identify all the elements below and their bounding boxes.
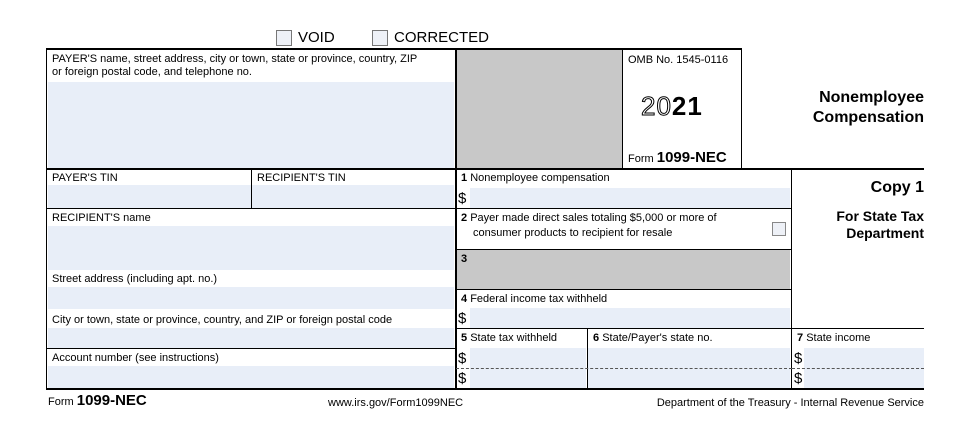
payer-name-field[interactable] [48,82,454,168]
box2-label [461,212,717,225]
rule [456,249,792,250]
dashed-separator [456,368,792,369]
form-name: 1099-NEC [656,149,727,166]
box6-number: 6 [593,332,600,344]
omb-number: OMB No. 1545-0116 [628,54,729,66]
recipient-tin-field[interactable] [252,185,454,208]
box4-text: Federal income tax withheld [470,293,608,305]
box4-label [461,293,607,306]
rule [456,289,792,290]
void-label: VOID [298,29,335,46]
box2-checkbox[interactable] [772,222,786,236]
street-address-field[interactable] [48,287,454,309]
dashed-separator [792,368,924,369]
footer-form-id [48,392,147,411]
rule [791,168,792,389]
footer-department: Department of the Treasury - Internal Revenue Service [656,397,924,409]
corrected-checkbox[interactable] [372,30,388,46]
box4-dollar: $ [458,310,467,327]
box5-dollar-2: $ [458,370,467,387]
box6-label [593,332,713,345]
form-word: Form [628,153,654,165]
box1-label [461,172,610,185]
box5-dollar-1: $ [458,350,467,367]
box5-label [461,332,557,345]
box6-text: State/Payer's state no. [602,332,713,344]
tax-year-outline: 20 [641,91,672,121]
city-state-label: City or town, state or province, country, and ZIP or foreign postal code [52,314,393,326]
street-address-label: Street address (including apt. no.) [52,273,218,285]
rule [455,48,457,389]
rule [46,48,47,389]
rule [46,208,792,209]
form-id-top [628,150,727,167]
box1-text: Nonemployee compensation [470,172,610,184]
copy-label: Copy 1 [870,179,924,196]
city-state-field[interactable] [48,328,454,348]
box4-field[interactable] [470,308,790,328]
box7-label [797,332,870,345]
form-title-line1: Nonemployee [819,89,924,106]
box1-dollar: $ [458,190,467,207]
footer-form-name: 1099-NEC [76,392,147,409]
footer-url: www.irs.gov/Form1099NEC [328,397,464,409]
rule [587,328,588,389]
footer-form-word: Form [48,396,74,408]
rule [46,388,924,390]
payer-tin-label: PAYER'S TIN [52,172,118,184]
account-number-label: Account number (see instructions) [52,352,219,364]
account-number-field[interactable] [48,366,454,388]
copy-recipient [794,208,924,242]
box3-shaded [456,250,790,289]
box7-text: State income [806,332,871,344]
rule [46,168,924,170]
copy-line2: Department [846,225,924,241]
payer-name-label-2: or foreign postal code, and telephone no. [52,66,252,78]
form-title [724,88,924,128]
rule [251,168,252,209]
form-title-line2: Compensation [812,109,924,126]
shaded-area-top [456,49,622,168]
box7-dollar-2: $ [794,370,803,387]
box4-number: 4 [461,293,468,305]
box1-field[interactable] [470,188,790,208]
recipient-tin-label: RECIPIENT'S TIN [257,172,346,184]
recipient-name-field[interactable] [48,226,454,270]
box3-label [461,253,467,266]
box1-number: 1 [461,172,468,184]
box2-text-2: consumer products to recipient for resale [473,227,673,239]
box2-text-1: Payer made direct sales totaling $5,000 or more of [470,212,717,224]
rule [622,48,623,168]
payer-name-label-1: PAYER'S name, street address, city or town, state or province, country, ZIP [52,53,418,65]
box3-number: 3 [461,253,468,265]
box5-text: State tax withheld [470,332,558,344]
payer-tin-field[interactable] [48,185,251,208]
box2-number: 2 [461,212,468,224]
rule [46,48,742,50]
copy-line1: For State Tax [836,208,924,224]
rule [456,328,924,329]
recipient-name-label: RECIPIENT'S name [52,212,151,224]
tax-year [641,92,703,120]
corrected-label: CORRECTED [394,29,490,46]
box7-number: 7 [797,332,804,344]
box7-dollar-1: $ [794,350,803,367]
void-checkbox[interactable] [276,30,292,46]
rule [46,348,456,349]
tax-year-solid: 21 [671,91,703,121]
box5-number: 5 [461,332,468,344]
